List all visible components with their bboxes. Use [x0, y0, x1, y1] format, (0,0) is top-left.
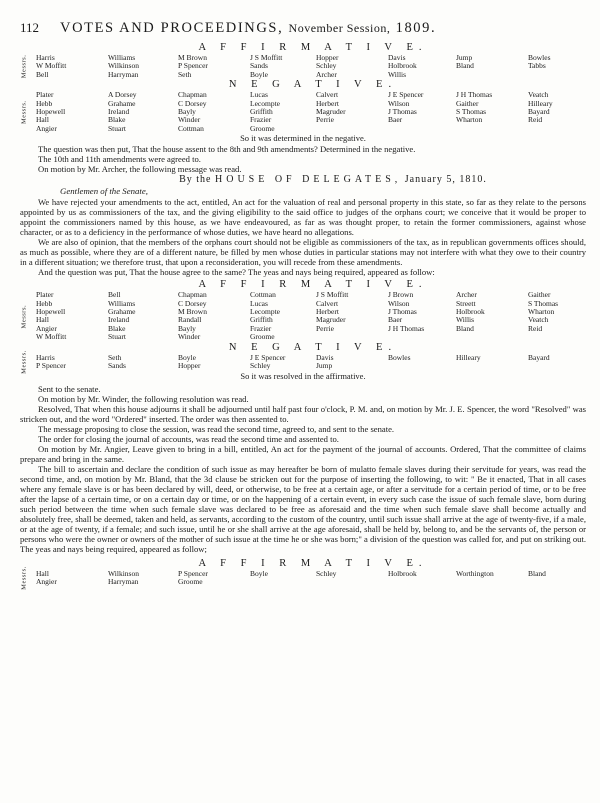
- member-name: Tabbs: [528, 62, 546, 71]
- member-name: Boyle: [250, 569, 268, 578]
- by-line-house: HOUSE OF DELEGATES,: [215, 174, 402, 186]
- member-name: Schley: [316, 62, 337, 71]
- member-name: [388, 362, 456, 370]
- member-name: Hebb: [36, 299, 53, 308]
- member-name: Jump: [456, 54, 473, 62]
- member-name: Baer: [388, 116, 403, 125]
- member-name: Seth: [108, 353, 122, 362]
- member-name: Herbert: [316, 99, 339, 108]
- member-name: Magruder: [316, 108, 346, 117]
- paragraph-amendments-agreed: The 10th and 11th amendments were agreed to.: [38, 154, 201, 165]
- member-name: Reid: [528, 324, 543, 333]
- member-name: Groome: [250, 124, 275, 133]
- vote1-negative-margin-label: Messrs.: [20, 100, 28, 125]
- member-name: Archer: [456, 291, 477, 300]
- member-name: Bayard: [528, 108, 550, 117]
- member-name: Reid: [528, 116, 543, 125]
- member-name: Schley: [316, 569, 337, 578]
- member-name: [528, 333, 588, 341]
- paragraph-archer-motion: On motion by Mr. Archer, the following message was read.: [38, 164, 242, 175]
- member-name: Wilson: [388, 99, 410, 108]
- member-name: Lecompte: [250, 308, 280, 317]
- member-name: [388, 333, 456, 341]
- paragraph-mulatto-bill: The bill to ascertain and declare the condition of such issue as may hereafter be born of mulatto female slaves during their servitude for years, was read the second time, and, on motion by Mr. Bland, that the 3d clause be stricken out for the purpose of inserting the following, to wit: " Be it enacted, That in all cases where any female slave is or has been declared by will, deed, or otherwise, to be free at a certain age, or after a servitude for a certain period of time, or to be free after the lapse of a certain time, or on a certain day or time, or on the happening of a certain event, in every such case the issue of such female slave, born during such period between the time when such female slave was declared to be free as aforesaid and the time when such female slave shall become actually and absolutely free, shall be deemed, taken and held, as servants, according to the custom of the country, until such issue shall arrive at the age of twenty-five, if a male, or at the age of twenty, if a female; and such issue, until he or she shall arrive at the age aforesaid, shall be held by, belong to, and be the servants of, the person or persons who were the owner or owners of the mother of such issue at the time he or she was born;" a division of the question was called for, and put on striking out. The yeas and nays being required, appeared as follow;: [20, 463, 586, 554]
- message-question: And the question was put, That the house agree to the same? The yeas and nays being required, appeared as follow:: [38, 267, 435, 278]
- member-name: Bowles: [528, 54, 551, 62]
- vote2-affirmative-title: A F F I R M A T I V E.: [198, 279, 428, 291]
- member-name: Veatch: [528, 316, 549, 325]
- member-name: P Spencer: [36, 362, 66, 371]
- paragraph-adjournment-resolution: Resolved, That when this house adjourns it shall be adjourned until half past four o'clock, P. M. and, on motion by Mr. J. E. Spencer, the word "Resolved" was stricken out, and the word "Ordered" inserted. The order was then assented to.: [20, 403, 586, 424]
- member-name: [456, 578, 528, 586]
- member-name: Groome: [178, 577, 203, 586]
- member-name: Griffith: [250, 108, 273, 117]
- member-name: Angier: [36, 577, 57, 586]
- member-name: P Spencer: [178, 569, 208, 578]
- member-name: [316, 578, 388, 586]
- member-name: Holbrook: [456, 308, 485, 317]
- member-name: Wilkinson: [108, 62, 139, 71]
- member-name: Wilson: [388, 299, 410, 308]
- message-by-line: [80, 174, 586, 186]
- member-name: C Dorsey: [178, 299, 207, 308]
- member-name: Perrie: [316, 324, 334, 333]
- member-name: [456, 125, 528, 133]
- member-name: Williams: [108, 299, 136, 308]
- page-number: 112: [20, 20, 40, 35]
- message-body-2: We are also of opinion, that the members of the orphans court should not be eligible as commissioners of the tax, as in republican governments offices should, as much as possible, where they are of a different nature, be filled by men whose duties in particular stations may not interfere with what they owe to their country in a different situation; we therefore trust, that upon a reconsideration, you will recede from these amendments.: [20, 237, 586, 268]
- member-name: Archer: [316, 70, 337, 79]
- member-name: [388, 578, 456, 586]
- member-name: Grahame: [108, 308, 136, 317]
- member-name: Schley: [250, 362, 271, 371]
- vote1-affirmative-title: A F F I R M A T I V E.: [198, 42, 428, 53]
- vote1-affirmative-block: [20, 54, 586, 79]
- member-name: Willis: [388, 70, 407, 79]
- member-name: Stuart: [108, 124, 126, 133]
- member-name: Boyle: [178, 353, 196, 362]
- member-name: Winder: [178, 333, 201, 342]
- member-name: Hopper: [178, 362, 201, 371]
- member-name: Hopewell: [36, 308, 66, 317]
- member-name: J S Moffitt: [316, 291, 349, 300]
- member-name: Davis: [388, 54, 406, 62]
- member-name: Williams: [108, 54, 136, 62]
- member-name: Davis: [316, 353, 334, 362]
- vote1-negative-names: [36, 91, 586, 133]
- member-name: Hall: [36, 569, 49, 578]
- member-name: [528, 362, 588, 370]
- member-name: J Brown: [388, 291, 414, 300]
- member-name: Groome: [250, 333, 275, 342]
- member-name: Bayly: [178, 324, 196, 333]
- member-name: Griffith: [250, 316, 273, 325]
- by-line-prefix: By the: [179, 174, 212, 186]
- member-name: J S Moffitt: [250, 54, 283, 62]
- member-name: P Spencer: [178, 62, 208, 71]
- vote2-affirmative-names: [36, 291, 586, 341]
- vote2-negative-title: N E G A T I V E.: [228, 341, 398, 353]
- member-name: Bayly: [178, 108, 196, 117]
- member-name: Gaither: [528, 291, 551, 300]
- member-name: J E Spencer: [250, 353, 286, 362]
- member-name: Winder: [178, 116, 201, 125]
- member-name: Cottman: [250, 291, 276, 300]
- vote3-affirmative-names: [36, 570, 586, 587]
- paragraph-journal-order: The order for closing the journal of accounts, was read the second time and assented to.: [38, 433, 339, 444]
- title-year: 1809.: [395, 20, 437, 36]
- vote2-negative-block: [20, 350, 586, 374]
- vote1-affirmative-names: [36, 54, 586, 79]
- paragraph-angier-motion: On motion by Mr. Angier, Leave given to bring in a bill, entitled, An act for the payment of the journal of accounts. Ordered, That the committee of claims prepare and bring in the same.: [20, 443, 586, 464]
- paragraph-assent-question: The question was then put, That the house assent to the 8th and 9th amendments? Determined in the negative.: [38, 144, 416, 155]
- member-name: Bowles: [388, 353, 411, 362]
- member-name: J H Thomas: [388, 324, 425, 333]
- member-name: Blake: [108, 116, 126, 125]
- member-name: [528, 71, 588, 79]
- member-name: Harryman: [108, 70, 139, 79]
- member-name: C Dorsey: [178, 99, 207, 108]
- member-name: S Thomas: [528, 299, 559, 308]
- member-name: Bell: [108, 291, 121, 300]
- member-name: Lucas: [250, 91, 268, 100]
- message-salutation: Gentlemen of the Senate,: [60, 186, 148, 197]
- member-name: Hall: [36, 316, 49, 325]
- member-name: Willis: [456, 316, 475, 325]
- member-name: Cottman: [178, 124, 204, 133]
- vote1-negative-title: N E G A T I V E.: [228, 79, 398, 91]
- member-name: [456, 71, 528, 79]
- member-name: Streett: [456, 299, 476, 308]
- member-name: Chapman: [178, 291, 207, 300]
- page-header: [20, 20, 586, 42]
- vote2-affirmative-margin-label: Messrs.: [20, 304, 28, 329]
- member-name: [388, 125, 456, 133]
- member-name: Sands: [250, 62, 268, 71]
- member-name: [316, 125, 388, 133]
- vote3-affirmative-block: [20, 566, 586, 590]
- member-name: Hopper: [316, 54, 339, 62]
- running-title: [60, 20, 436, 37]
- member-name: Bayard: [528, 353, 550, 362]
- member-name: Holbrook: [388, 569, 417, 578]
- member-name: Frazier: [250, 116, 272, 125]
- member-name: Calvert: [316, 299, 339, 308]
- paragraph-sent-to-senate: Sent to the senate.: [38, 383, 101, 394]
- member-name: Angier: [36, 324, 57, 333]
- member-name: Plater: [36, 91, 54, 100]
- member-name: M Brown: [178, 54, 207, 62]
- member-name: J E Spencer: [388, 91, 424, 100]
- member-name: Wharton: [528, 308, 555, 317]
- member-name: Hall: [36, 116, 49, 125]
- member-name: Baer: [388, 316, 403, 325]
- member-name: Hilleary: [456, 353, 481, 362]
- member-name: Worthington: [456, 569, 494, 578]
- member-name: Seth: [178, 70, 192, 79]
- member-name: [456, 333, 528, 341]
- member-name: A Dorsey: [108, 91, 137, 100]
- vote3-affirmative-margin-label: Messrs.: [20, 566, 28, 590]
- member-name: Angier: [36, 124, 57, 133]
- member-name: Herbert: [316, 308, 339, 317]
- member-name: Wharton: [456, 116, 483, 125]
- member-name: Ireland: [108, 108, 130, 117]
- member-name: [528, 125, 588, 133]
- member-name: J Thomas: [388, 308, 417, 317]
- member-name: J Thomas: [388, 108, 417, 117]
- by-line-date: January 5, 1810.: [404, 174, 487, 186]
- message-body-1: We have rejected your amendments to the act, entitled, An act for the valuation of real and personal property in this state, so far as they relate to the persons appointed by us as commissioners of the tax, and the giving eligibility to the said office to judges of the orphans court; we conceive that it would be proper to appoint the commissioners named by this house, as we have endeavoured, as far as was thought proper, to retain the former commissioners, against whose character, or as to a deficiency in the performance of whose duties, we have heard no allegations.: [20, 197, 586, 238]
- member-name: Wilkinson: [108, 569, 139, 578]
- vote1-affirmative-margin-label: Messrs.: [20, 54, 28, 79]
- member-name: Gaither: [456, 99, 479, 108]
- paragraph-close-session-message: The message proposing to close the session, was read the second time, agreed to, and sent to the senate.: [38, 423, 395, 434]
- member-name: [316, 333, 388, 341]
- vote1-conclusion: So it was determined in the negative.: [240, 133, 366, 144]
- member-name: Veatch: [528, 91, 549, 100]
- member-name: Hopewell: [36, 108, 66, 117]
- member-name: Bell: [36, 70, 49, 79]
- vote1-negative-block: [20, 91, 586, 133]
- member-name: Stuart: [108, 333, 126, 342]
- member-name: Calvert: [316, 91, 339, 100]
- member-name: Plater: [36, 291, 54, 300]
- member-name: Harris: [36, 353, 55, 362]
- member-name: [528, 578, 588, 586]
- member-name: Magruder: [316, 316, 346, 325]
- member-name: M Brown: [178, 308, 207, 317]
- member-name: Ireland: [108, 316, 130, 325]
- member-name: Harryman: [108, 577, 139, 586]
- member-name: Holbrook: [388, 62, 417, 71]
- member-name: Bland: [528, 569, 546, 578]
- member-name: Chapman: [178, 91, 207, 100]
- member-name: [250, 578, 316, 586]
- member-name: Hebb: [36, 99, 53, 108]
- member-name: Blake: [108, 324, 126, 333]
- member-name: Boyle: [250, 70, 268, 79]
- paragraph-winder-motion: On motion by Mr. Winder, the following resolution was read.: [38, 393, 249, 404]
- member-name: S Thomas: [456, 108, 487, 117]
- title-main: VOTES AND PROCEEDINGS,: [60, 20, 284, 36]
- member-name: Bland: [456, 324, 474, 333]
- vote2-conclusion: So it was resolved in the affirmative.: [240, 370, 366, 381]
- member-name: Randall: [178, 316, 202, 325]
- member-name: Grahame: [108, 99, 136, 108]
- vote2-negative-margin-label: Messrs.: [20, 350, 28, 374]
- member-name: Sands: [108, 362, 126, 371]
- vote2-affirmative-block: [20, 291, 586, 341]
- member-name: [456, 362, 528, 370]
- vote2-negative-names: [36, 354, 586, 371]
- member-name: Lecompte: [250, 99, 280, 108]
- member-name: Frazier: [250, 324, 272, 333]
- member-name: J H Thomas: [456, 91, 493, 100]
- member-name: W Moffitt: [36, 333, 67, 342]
- member-name: Harris: [36, 54, 55, 62]
- member-name: W Moffitt: [36, 62, 67, 71]
- member-name: Jump: [316, 362, 333, 371]
- vote3-affirmative-title: A F F I R M A T I V E.: [198, 557, 428, 569]
- member-name: Bland: [456, 62, 474, 71]
- member-name: Hilleary: [528, 99, 553, 108]
- member-name: Lucas: [250, 299, 268, 308]
- member-name: Perrie: [316, 116, 334, 125]
- title-session: November Session,: [288, 21, 391, 35]
